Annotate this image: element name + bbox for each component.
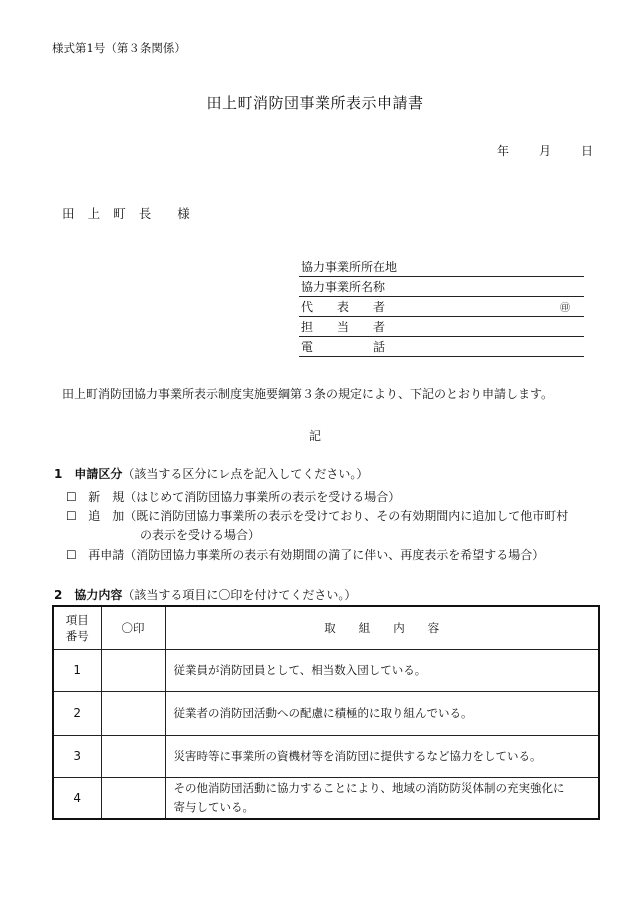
- date-year: 年: [497, 144, 510, 158]
- option-reapply-label: 再申請: [88, 548, 125, 562]
- address-field[interactable]: [299, 258, 584, 277]
- date-month: 月: [539, 144, 552, 158]
- header-mark: 〇印: [101, 606, 165, 649]
- ki-heading: 記: [308, 429, 321, 443]
- checkbox-icon[interactable]: ☐: [66, 490, 77, 504]
- representative-label: 代 表 者: [301, 300, 386, 314]
- statement: 田上町消防団協力事業所表示制度実施要綱第３条の規定により、下記のとおり申請します。: [62, 387, 554, 401]
- row-content: 災害時等に事業所の資機材等を消防団に提供するなど協力をしている。: [165, 735, 599, 777]
- form-number: 様式第1号（第３条関係）: [52, 41, 186, 55]
- option-add-desc-cont: の表示を受ける場合）: [140, 528, 261, 542]
- section2-note: （該当する項目に〇印を付けてください。）: [122, 588, 357, 602]
- cooperation-table: [52, 605, 600, 820]
- mark-cell[interactable]: [101, 649, 165, 691]
- table-row: [53, 777, 599, 819]
- document-title: 田上町消防団事業所表示申請書: [206, 94, 424, 112]
- option-add-desc: （既に消防団協力事業所の表示を受けており、その有効期間内に追加して他市町村: [124, 509, 569, 523]
- option-reapply-desc: （消防団協力事業所の表示有効期間の満了に伴い、再度表示を希望する場合）: [124, 548, 545, 562]
- header-item-number: 項目 番号: [53, 606, 101, 649]
- option-new[interactable]: [66, 488, 400, 505]
- mark-cell[interactable]: [101, 691, 165, 735]
- row-number: 4: [53, 777, 101, 819]
- contact-person-field[interactable]: [299, 318, 584, 337]
- representative-field[interactable]: [299, 298, 584, 317]
- row-number: 1: [53, 649, 101, 691]
- section2-heading: [54, 586, 356, 603]
- checkbox-icon[interactable]: ☐: [66, 548, 77, 562]
- mark-cell[interactable]: [101, 735, 165, 777]
- addressee: 田 上 町 長 様: [62, 206, 191, 221]
- row-number: 2: [53, 691, 101, 735]
- date-day: 日: [581, 144, 594, 158]
- option-new-label: 新 規: [88, 490, 125, 504]
- phone-field[interactable]: [299, 338, 584, 357]
- row-content: 従業員が消防団員として、相当数入団している。: [165, 649, 599, 691]
- checkbox-icon[interactable]: ☐: [66, 509, 77, 523]
- option-reapply[interactable]: [66, 546, 544, 563]
- phone-label: 電 話: [301, 340, 386, 354]
- table-row: [53, 649, 599, 691]
- table-row: [53, 735, 599, 777]
- table-header-row: [53, 606, 599, 649]
- option-add[interactable]: [66, 507, 568, 524]
- section1-heading: [54, 465, 368, 482]
- company-name-field[interactable]: [299, 278, 584, 297]
- row-content: 従業者の消防団活動への配慮に積極的に取り組んでいる。: [165, 691, 599, 735]
- section1-title: 1 申請区分: [54, 467, 123, 481]
- date-line: [497, 142, 593, 159]
- address-label: 協力事業所所在地: [301, 260, 398, 274]
- contact-person-label: 担 当 者: [301, 320, 386, 334]
- section1-note: （該当する区分にレ点を記入してください。）: [122, 467, 369, 481]
- company-name-label: 協力事業所名称: [301, 280, 386, 294]
- mark-cell[interactable]: [101, 777, 165, 819]
- table-row: [53, 691, 599, 735]
- option-add-label: 追 加: [88, 509, 125, 523]
- header-content: 取 組 内 容: [165, 606, 599, 649]
- option-new-desc: （はじめて消防団協力事業所の表示を受ける場合）: [124, 490, 401, 504]
- seal-icon: ㊞: [560, 303, 570, 314]
- row-number: 3: [53, 735, 101, 777]
- row-content: その他消防団活動に協力することにより、地域の消防防災体制の充実強化に 寄与している。: [165, 777, 599, 819]
- section2-title: 2 協力内容: [54, 588, 123, 602]
